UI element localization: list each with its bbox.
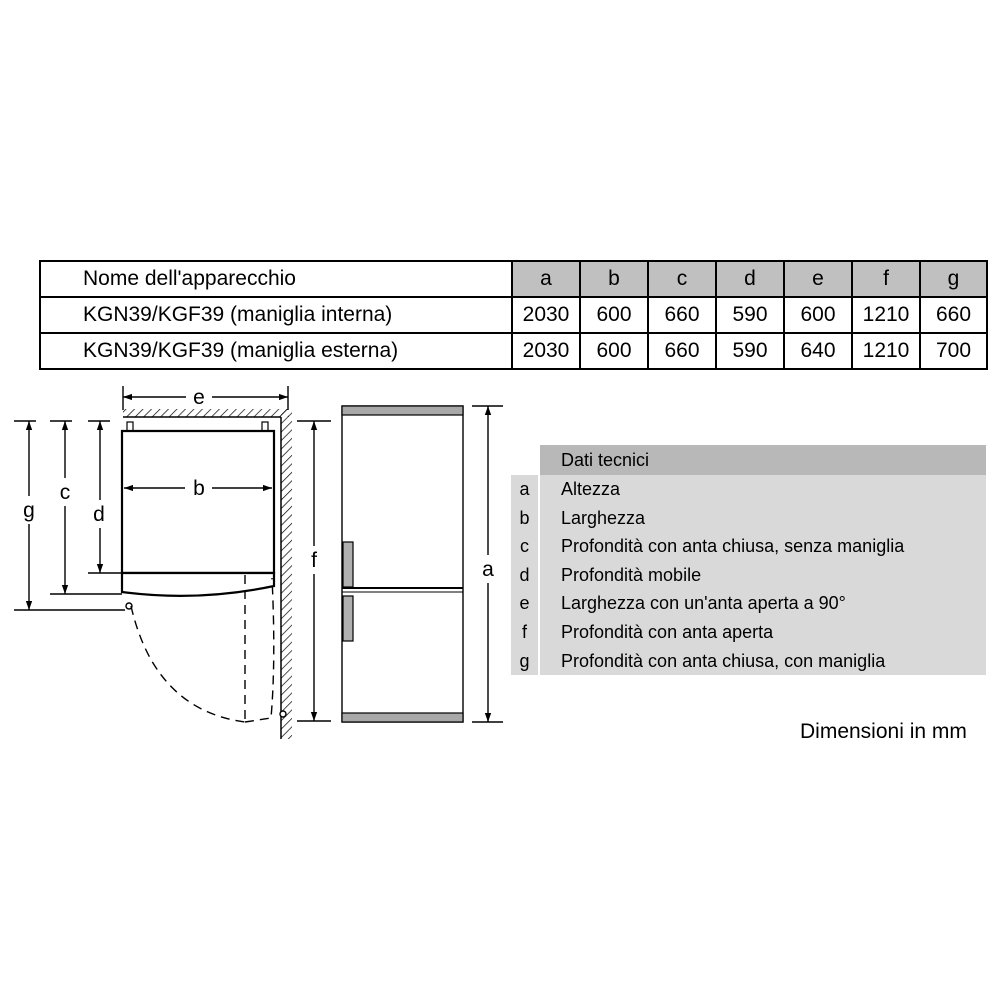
row-value-b: 600 [580, 297, 648, 333]
header-key-c: c [648, 261, 716, 297]
legend-text: Profondità mobile [561, 564, 702, 585]
row-value-c: 660 [648, 297, 716, 333]
door-swing-path [131, 575, 274, 722]
row-value-f: 1210 [852, 333, 920, 369]
legend-text: Altezza [561, 479, 621, 499]
legend-text: Larghezza [561, 507, 646, 528]
row-value-e: 600 [784, 297, 852, 333]
technical-data-legend [511, 445, 986, 675]
row-model-name: KGN39/KGF39 (maniglia esterna) [40, 333, 512, 369]
label-g: g [23, 499, 35, 522]
legend-text: Profondità con anta chiusa, con maniglia [561, 650, 886, 671]
legend-title: Dati tecnici [540, 445, 986, 475]
units-note: Dimensioni in mm [800, 720, 967, 743]
legend-row [511, 532, 986, 561]
legend-row [511, 647, 986, 676]
legend-row [511, 618, 986, 647]
header-key-d: d [716, 261, 784, 297]
row-value-c: 660 [648, 333, 716, 369]
legend-key: e [511, 589, 540, 618]
legend-key: b [511, 504, 540, 533]
row-value-a: 2030 [512, 333, 580, 369]
label-f: f [311, 549, 317, 572]
row-value-g: 700 [920, 333, 987, 369]
legend-row [511, 504, 986, 533]
legend-key: f [511, 618, 540, 647]
legend-text: Profondità con anta aperta [561, 621, 774, 642]
header-key-b: b [580, 261, 648, 297]
legend-key: g [511, 647, 540, 676]
legend-row [511, 561, 986, 590]
upper-handle-icon [343, 542, 353, 587]
label-c: c [59, 481, 71, 504]
row-value-e: 640 [784, 333, 852, 369]
row-value-b: 600 [580, 333, 648, 369]
row-value-d: 590 [716, 333, 784, 369]
fridge-top-view [122, 422, 286, 717]
legend-key: c [511, 532, 540, 561]
label-a: a [482, 558, 494, 581]
lower-handle-icon [343, 596, 353, 641]
header-key-a: a [512, 261, 580, 297]
header-key-e: e [784, 261, 852, 297]
legend-key: a [511, 475, 540, 504]
label-e: e [193, 386, 205, 409]
header-key-g: g [920, 261, 987, 297]
legend-key: d [511, 561, 540, 590]
fridge-front-view [342, 406, 463, 722]
label-b: b [193, 477, 205, 500]
row-model-name: KGN39/KGF39 (maniglia interna) [40, 297, 512, 333]
row-value-g: 660 [920, 297, 987, 333]
legend-row [511, 589, 986, 618]
row-value-d: 590 [716, 297, 784, 333]
legend-row [511, 475, 986, 504]
row-value-f: 1210 [852, 297, 920, 333]
legend-text: Profondità con anta chiusa, senza maniglia [561, 536, 905, 557]
label-d: d [93, 503, 105, 526]
row-value-a: 2030 [512, 297, 580, 333]
legend-text: Larghezza con un'anta aperta a 90° [561, 593, 846, 614]
header-key-f: f [852, 261, 920, 297]
header-name-cell: Nome dell'apparecchio [40, 261, 512, 297]
